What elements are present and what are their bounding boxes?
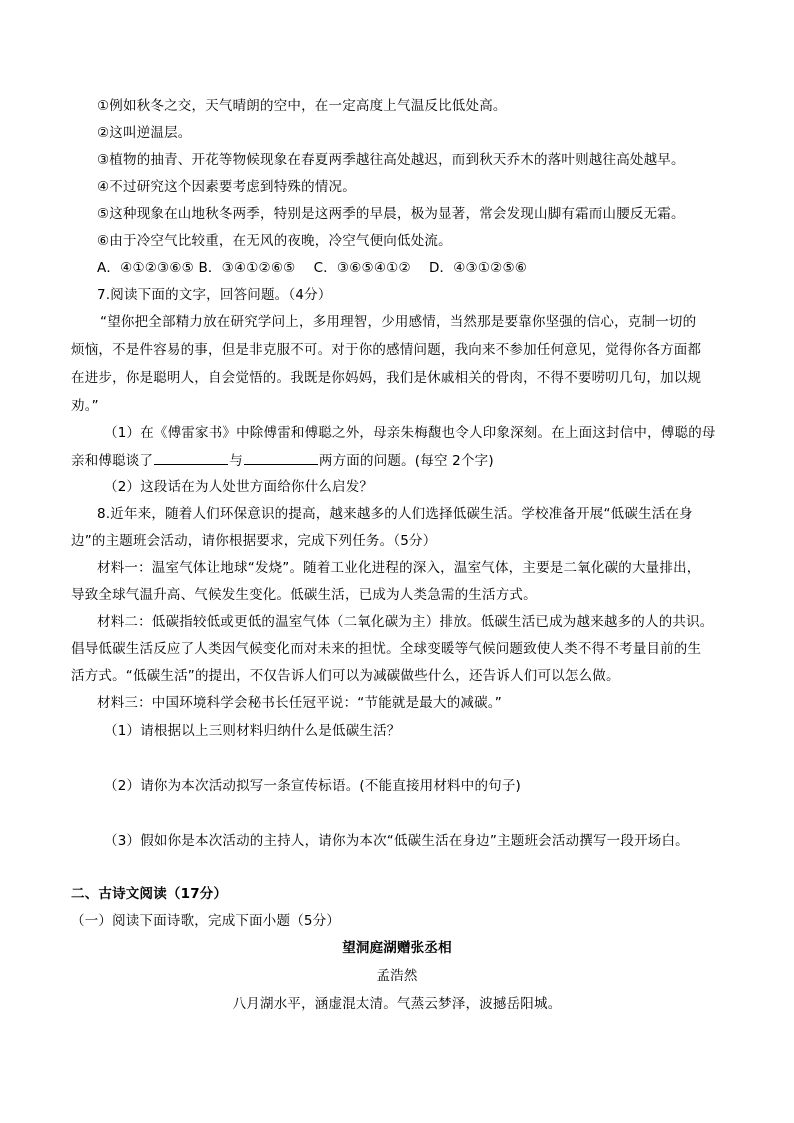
q7-passage-line-2: 烦恼，不是件容易的事，但是非克服不可。对于你的感情问题，我向来不参加任何意见，觉得你各方面都 [71, 342, 702, 358]
q8-sub3: （3）假如你是本次活动的主持人，请你为本次“低碳生活在身边”主题班会活动撰写一段开场白。 [104, 833, 689, 849]
q8-sub1: （1）请根据以上三则材料归纳什么是低碳生活？ [104, 723, 401, 739]
section-2-heading: 二、古诗文阅读（17分） [71, 886, 228, 902]
order-options: A．④①②③⑥⑤ B．③④①②⑥⑤ C．③⑥⑤④①② D．④③①②⑤⑥ [97, 260, 528, 276]
order-sentence-1: ①例如秋冬之交，天气晴朗的空中，在一定高度上气温反比低处高。 [97, 98, 507, 114]
order-sentence-4: ④不过研究这个因素要考虑到特殊的情况。 [97, 179, 356, 195]
q8-material-2-line-1: 材料二：低碳指较低或更低的温室气体（二氧化碳为主）排放。低碳生活已成为越来越多的人的共识。 [97, 614, 714, 630]
q8-material-2-line-3: 活方式。“低碳生活”的提出，不仅告诉人们可以为减碳做些什么，还告诉人们可以怎么做。 [71, 668, 620, 684]
q8-sub2: （2）请你为本次活动拟写一条宣传标语。(不能直接用材料中的句子) [104, 778, 522, 794]
q8-material-2-line-2: 倡导低碳生活反应了人类因气候变化而对未来的担忧。全球变暖等气候问题致使人类不得不考量目前的生 [71, 641, 702, 657]
order-sentence-6: ⑥由于冷空气比较重，在无风的夜晚，冷空气便向低处流。 [97, 233, 452, 249]
order-sentence-5: ⑤这种现象在山地秋冬两季，特别是这两季的早晨，极为显著，常会发现山脚有霜而山腰反无霜。 [97, 206, 685, 222]
q7-sub1-text-a: 亲和傅聪谈了 [71, 453, 154, 469]
q8-title-line-1: 8.近年来，随着人们环保意识的提高，越来越多的人们选择低碳生活。学校准备开展“低碳生活在身 [97, 506, 693, 522]
answer-blank-1[interactable] [154, 450, 228, 465]
q7-passage-line-4: 劝。” [71, 398, 99, 414]
q7-sub2: （2）这段话在为人处世方面给你什么启发？ [104, 479, 374, 495]
q7-sub1-text-c: 两方面的问题。(每空 2个字) [318, 453, 494, 469]
poem-title: 望洞庭湖赠张丞相 [342, 940, 452, 956]
section-2-subheading: （一）阅读下面诗歌，完成下面小题（5分） [71, 913, 341, 929]
q7-passage-line-1: “望你把全部精力放在研究学问上，多用理智，少用感情，当然那是要靠你坚强的信心，克制一切的 [100, 314, 697, 330]
order-sentence-3: ③植物的抽青、开花等物候现象在春夏两季越往高处越迟，而到秋天乔木的落叶则越往高处越早。 [97, 152, 685, 168]
q8-material-3: 材料三：中国环境科学会秘书长任冠平说：“节能就是最大的减碳。” [97, 695, 502, 711]
q7-passage-line-3: 在进步，你是聪明人，自会觉悟的。我既是你妈妈，我们是休戚相关的骨肉，不得不要唠叨几句，加以规 [71, 370, 702, 386]
q7-sub1-text-b: 与 [229, 453, 243, 469]
q8-material-1-line-1: 材料一：温室气体让地球“发烧”。随着工业化进程的深入，温室气体，主要是二氧化碳的大量排出， [97, 560, 701, 576]
answer-blank-2[interactable] [244, 450, 318, 465]
q7-title: 7.阅读下面的文字，回答问题。（4分） [97, 287, 332, 303]
poem-line-1: 八月湖水平，涵虚混太清。气蒸云梦泽，波撼岳阳城。 [232, 996, 562, 1012]
q7-sub1-line-2 [71, 450, 494, 471]
q7-sub1-line-1: （1）在《傅雷家书》中除傅雷和傅聪之外，母亲朱梅馥也令人印象深刻。在上面这封信中，傅聪的母 [104, 425, 716, 441]
poem-author: 孟浩然 [376, 968, 418, 984]
order-sentence-2: ②这叫逆温层。 [97, 125, 192, 141]
q8-title-line-2: 边”的主题班会活动，请你根据要求，完成下列任务。（5分） [71, 533, 437, 549]
q8-material-1-line-2: 导致全球气温升高、气候发生变化。低碳生活，已成为人类急需的生活方式。 [71, 587, 537, 603]
